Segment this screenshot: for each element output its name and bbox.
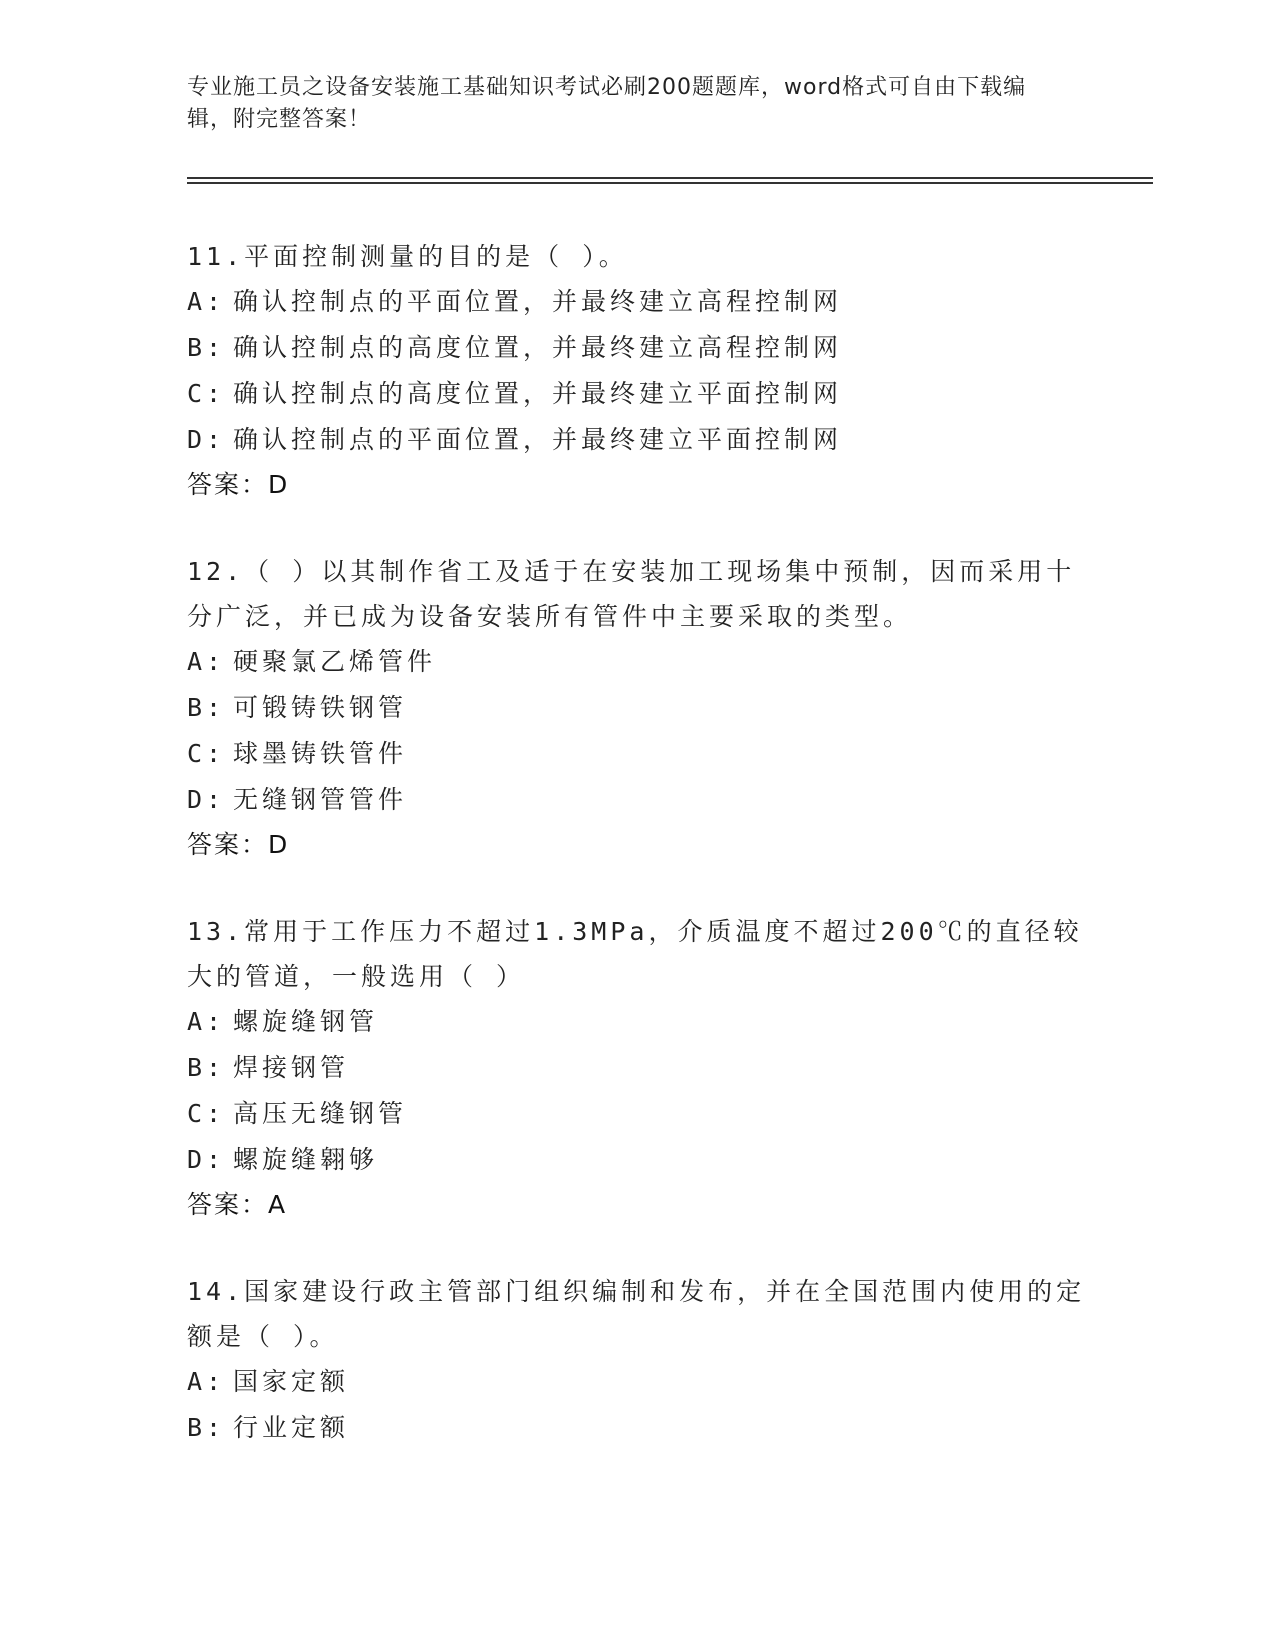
question-14 xyxy=(187,1269,1087,1451)
question-text: 11.平面控制测量的目的是（ ）。 xyxy=(187,242,628,271)
option-a xyxy=(187,999,1087,1045)
page-header xyxy=(187,72,1067,136)
option-a xyxy=(187,279,1087,325)
option-key: D: xyxy=(187,425,226,454)
option-text: 确认控制点的高度位置，并最终建立高程控制网 xyxy=(233,333,843,362)
question-12 xyxy=(187,549,1087,867)
option-b xyxy=(187,685,1087,731)
header-title: 专业施工员之设备安装施工基础知识考试必刷200题题库，word格式可自由下载编辑，附完整答案！ xyxy=(187,75,1027,132)
option-key: B: xyxy=(187,1053,226,1082)
option-c xyxy=(187,371,1087,417)
option-key: C: xyxy=(187,1099,226,1128)
option-a xyxy=(187,1359,1087,1405)
option-text: 螺旋缝翱够 xyxy=(233,1145,379,1174)
option-a xyxy=(187,639,1087,685)
option-key: B: xyxy=(187,1413,226,1442)
option-key: C: xyxy=(187,739,226,768)
option-key: C: xyxy=(187,379,226,408)
option-b xyxy=(187,1405,1087,1451)
option-d xyxy=(187,417,1087,463)
option-text: 可锻铸铁钢管 xyxy=(233,693,408,722)
option-key: B: xyxy=(187,693,226,722)
option-key: A: xyxy=(187,287,226,316)
option-key: D: xyxy=(187,785,226,814)
option-c xyxy=(187,1091,1087,1137)
option-text: 行业定额 xyxy=(233,1413,350,1442)
option-text: 焊接钢管 xyxy=(233,1053,350,1082)
option-text: 确认控制点的平面位置，并最终建立高程控制网 xyxy=(233,287,843,316)
header-divider-bottom xyxy=(187,182,1153,184)
option-d xyxy=(187,1137,1087,1183)
header-divider-top xyxy=(187,177,1153,179)
question-13 xyxy=(187,909,1087,1227)
option-text: 高压无缝钢管 xyxy=(233,1099,408,1128)
option-key: A: xyxy=(187,1007,226,1036)
question-text: 12.（ ）以其制作省工及适于在安装加工现场集中预制，因而采用十分广泛，并已成为设备安装所有管件中主要采取的类型。 xyxy=(187,557,1076,631)
option-text: 确认控制点的平面位置，并最终建立平面控制网 xyxy=(233,425,843,454)
answer-line: 答案：D xyxy=(187,470,290,499)
option-key: B: xyxy=(187,333,226,362)
question-list xyxy=(187,234,1087,1493)
option-key: D: xyxy=(187,1145,226,1174)
option-text: 国家定额 xyxy=(233,1367,350,1396)
answer-line: 答案：A xyxy=(187,1190,288,1219)
question-text: 14.国家建设行政主管部门组织编制和发布，并在全国范围内使用的定额是（ ）。 xyxy=(187,1277,1086,1351)
option-text: 球墨铸铁管件 xyxy=(233,739,408,768)
option-text: 无缝钢管管件 xyxy=(233,785,408,814)
option-key: A: xyxy=(187,647,226,676)
option-text: 硬聚氯乙烯管件 xyxy=(233,647,437,676)
option-key: A: xyxy=(187,1367,226,1396)
option-d xyxy=(187,777,1087,823)
option-text: 螺旋缝钢管 xyxy=(233,1007,379,1036)
option-b xyxy=(187,325,1087,371)
option-b xyxy=(187,1045,1087,1091)
question-11 xyxy=(187,234,1087,507)
option-c xyxy=(187,731,1087,777)
option-text: 确认控制点的高度位置，并最终建立平面控制网 xyxy=(233,379,843,408)
answer-line: 答案：D xyxy=(187,830,290,859)
question-text: 13.常用于工作压力不超过1.3MPa，介质温度不超过200℃的直径较大的管道，一般选用（ ） xyxy=(187,917,1083,991)
